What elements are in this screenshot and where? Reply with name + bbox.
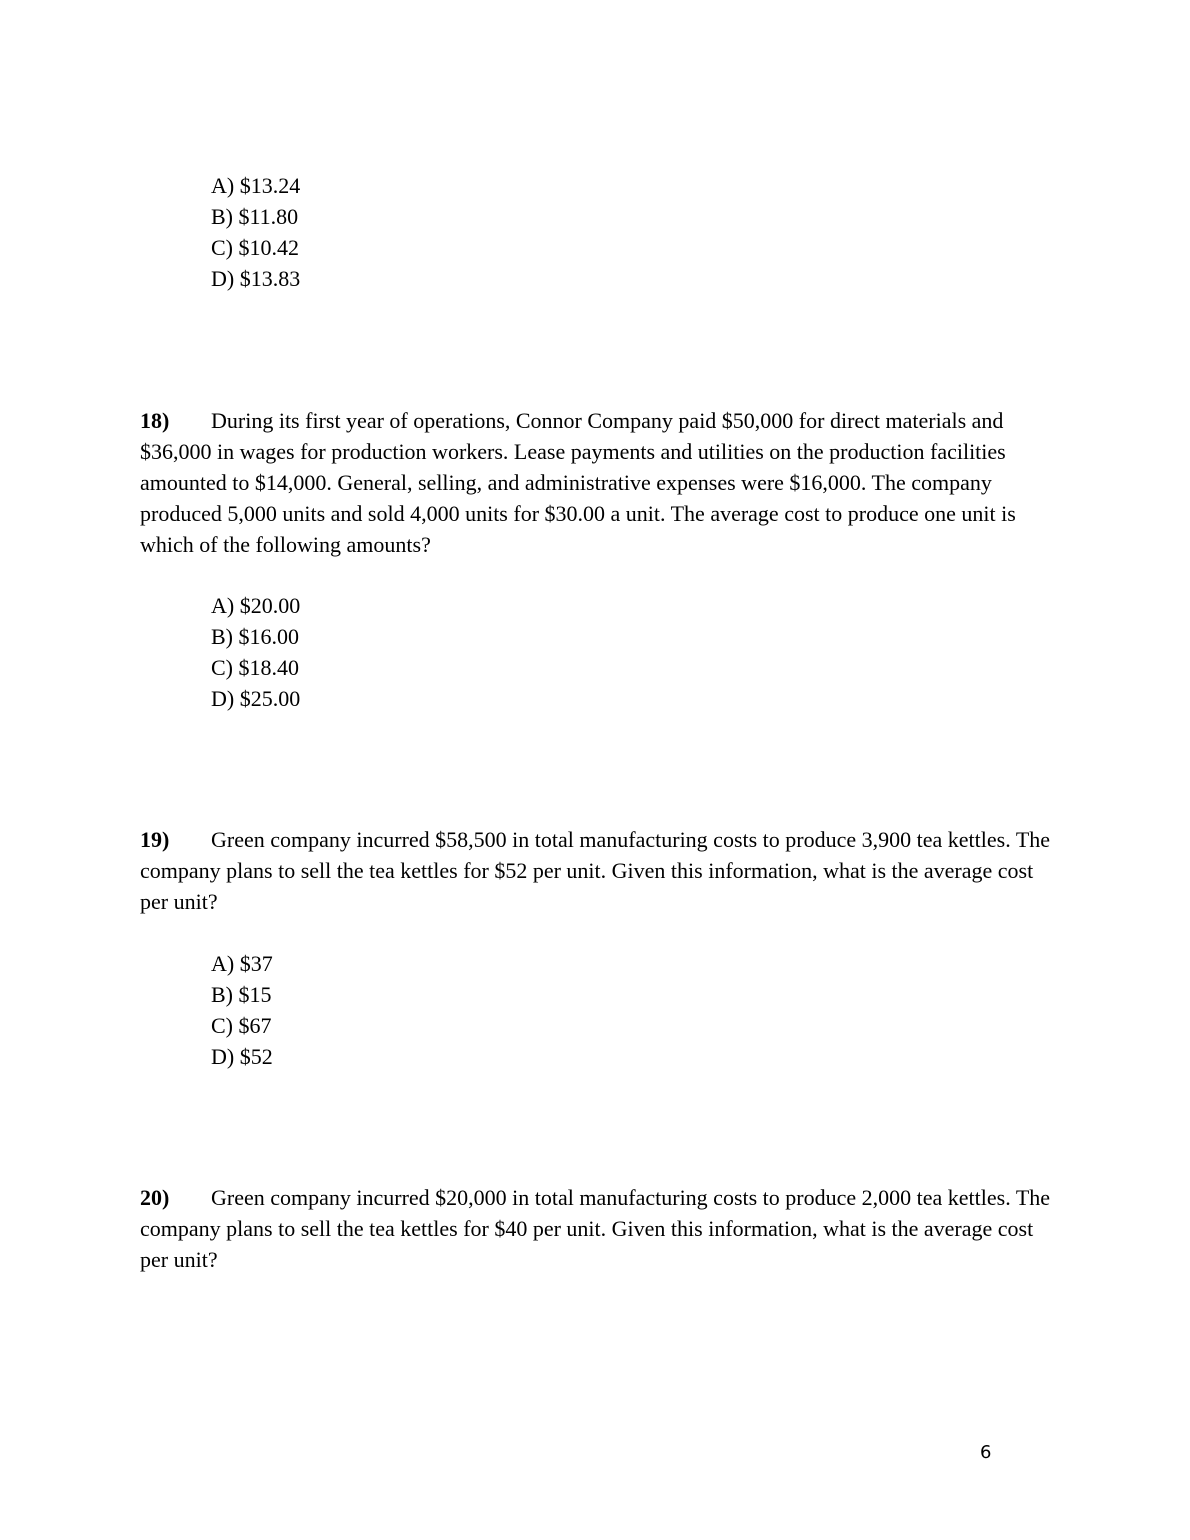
option-c: C) $18.40: [211, 655, 299, 680]
option-d: D) $13.83: [211, 266, 301, 291]
question-number: 19): [140, 827, 170, 852]
question-text: During its first year of operations, Connor Company paid $50,000 for direct materials and $36,000 in wages for production workers. Lease payments and utilities on the production facilities amounted to $14,000. General, selling, and administrative expenses were $16,000. The company produced 5,000 units and sold 4,000 units for $30.00 a unit. The average cost to produce one unit is which of the following amounts?: [140, 408, 1016, 557]
question-18: [140, 405, 1060, 560]
option-a: A) $13.24: [211, 173, 301, 198]
question-number: 20): [140, 1185, 170, 1210]
option-d: D) $25.00: [211, 686, 301, 711]
question-text: Green company incurred $58,500 in total manufacturing costs to produce 3,900 tea kettles. The company plans to sell the tea kettles for $52 per unit. Given this information, what is the average cost per unit?: [140, 827, 1051, 914]
option-c: C) $10.42: [211, 235, 299, 260]
option-d: D) $52: [211, 1044, 273, 1069]
option-a: A) $37: [211, 951, 273, 976]
option-c: C) $67: [211, 1013, 272, 1038]
question-text: Green company incurred $20,000 in total manufacturing costs to produce 2,000 tea kettles. The company plans to sell the tea kettles for $40 per unit. Given this information, what is the average cost per unit?: [140, 1185, 1051, 1272]
option-b: B) $11.80: [211, 204, 299, 229]
question-18-options: [211, 590, 300, 714]
question-number: 18): [140, 408, 170, 433]
option-a: A) $20.00: [211, 593, 301, 618]
page-number: 6: [980, 1442, 992, 1463]
option-b: B) $15: [211, 982, 272, 1007]
carryover-options: [211, 170, 300, 294]
question-19: [140, 824, 1060, 917]
option-b: B) $16.00: [211, 624, 299, 649]
question-20: [140, 1182, 1060, 1275]
question-19-options: [211, 948, 273, 1072]
